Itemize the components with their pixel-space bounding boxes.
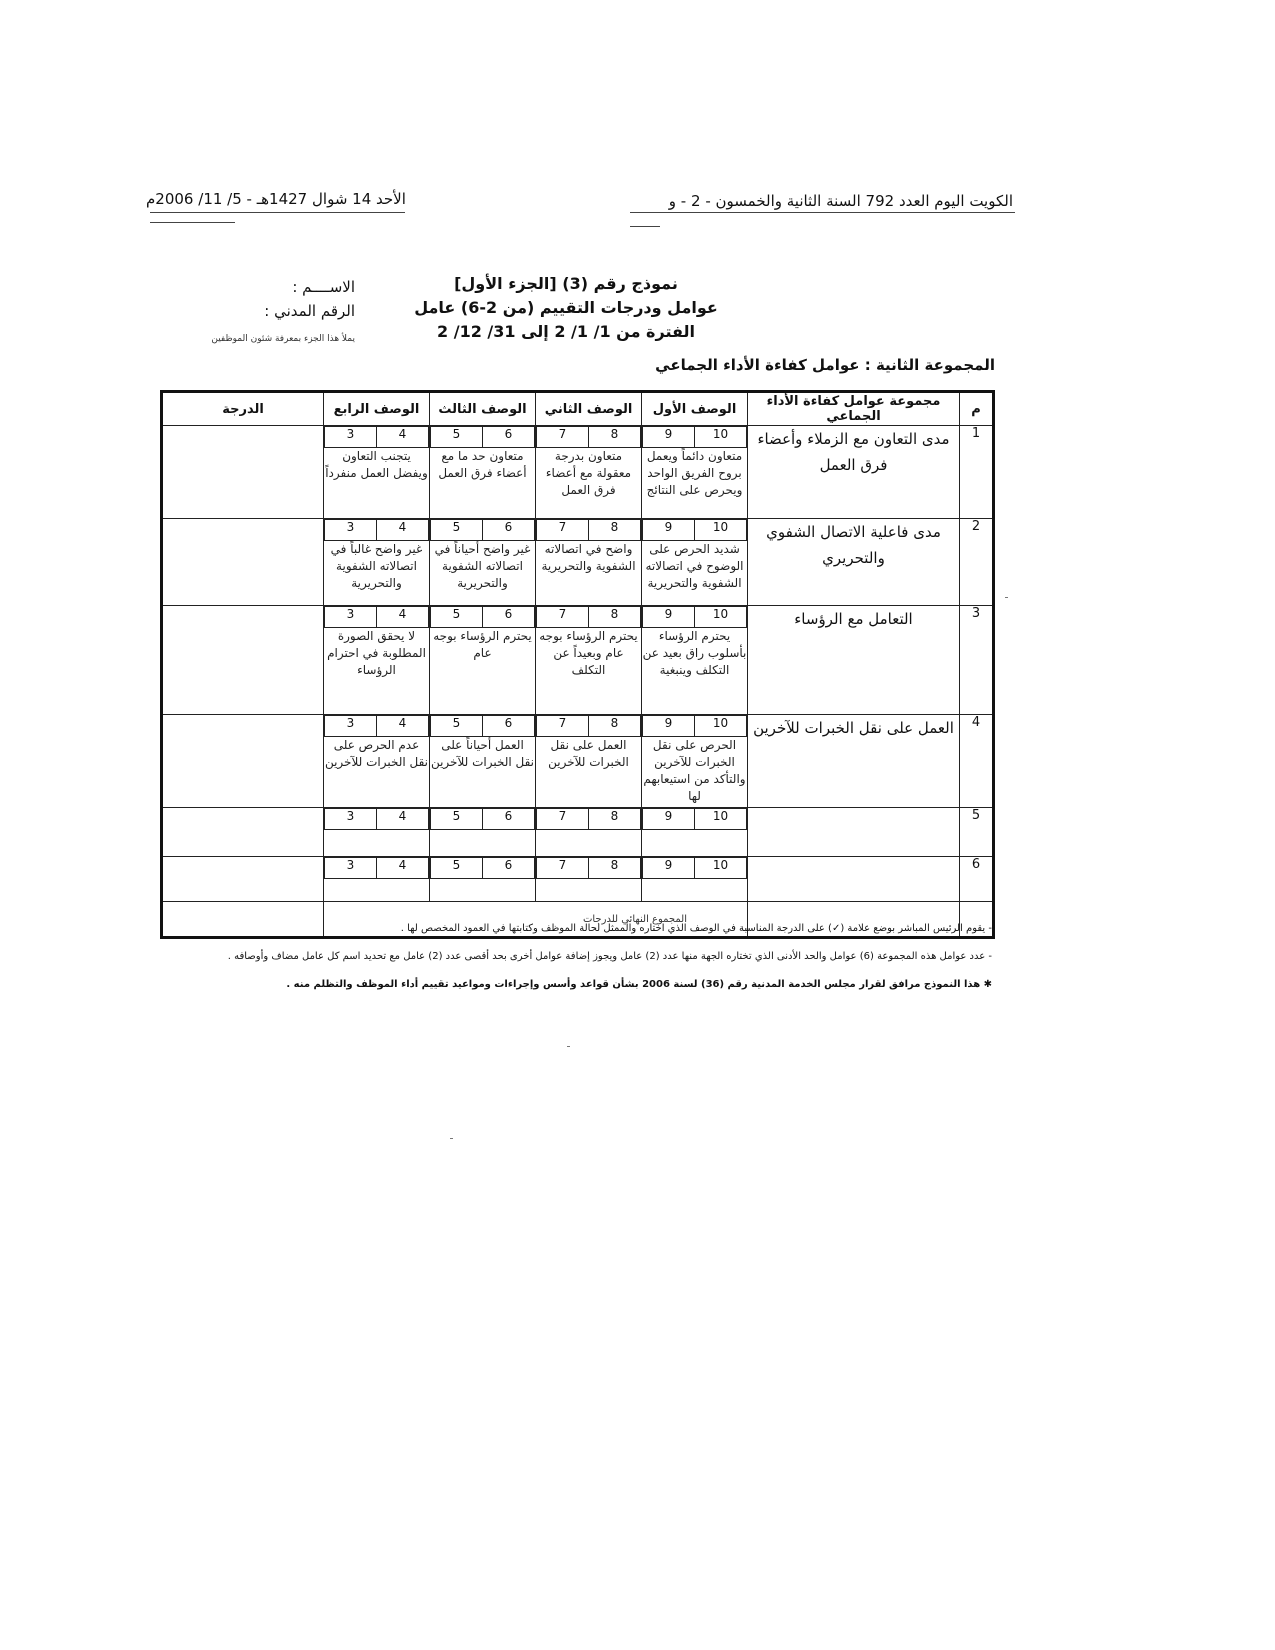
table-row <box>162 857 994 902</box>
header-desc4: الوصف الرابع <box>324 392 430 426</box>
scan-speck <box>567 1046 570 1047</box>
desc-text-row <box>325 628 429 715</box>
factor-name: العمل على نقل الخبرات للآخرين <box>748 715 960 808</box>
description-text <box>537 879 641 902</box>
description-cell-1 <box>642 519 748 606</box>
total-label: المجموع النهائي للدرجات <box>324 902 748 938</box>
score-option[interactable]: 10 <box>695 858 747 879</box>
desc-text-row <box>325 448 429 519</box>
table-row <box>162 715 994 808</box>
desc-text-row <box>431 879 535 902</box>
header-rule-short-right <box>630 226 660 227</box>
table-row <box>162 519 994 606</box>
score-option[interactable]: 4 <box>377 858 429 879</box>
description-text: يحترم الرؤساء بأسلوب راق بعيد عن التكلف وينبغية <box>642 629 747 677</box>
score-pair-row <box>325 716 429 737</box>
description-cell-3 <box>430 426 536 519</box>
desc-text-row <box>643 879 747 902</box>
score-pair-row <box>643 607 747 628</box>
score-option[interactable]: 9 <box>643 809 695 830</box>
description-cell-3 <box>430 715 536 808</box>
description-text: لا يحقق الصورة المطلوبة في احترام الرؤساء <box>327 629 426 677</box>
description-cell-1 <box>642 606 748 715</box>
desc-text-row <box>537 879 641 902</box>
description-cell-2 <box>536 857 642 902</box>
table-row <box>162 808 994 857</box>
factor-name: التعامل مع الرؤساء <box>748 606 960 715</box>
desc-text-row <box>325 830 429 857</box>
score-option[interactable]: 10 <box>695 607 747 628</box>
score-option[interactable]: 5 <box>431 427 483 448</box>
description-cell-4 <box>324 606 430 715</box>
score-subtable <box>536 519 641 605</box>
desc-text-row <box>431 830 535 857</box>
form-subtitle: عوامل ودرجات التقييم (من 2-6) عامل <box>414 298 718 317</box>
score-option[interactable]: 5 <box>431 858 483 879</box>
description-cell-4 <box>324 519 430 606</box>
description-text: متعاون حد ما مع أعضاء فرق العمل <box>438 449 527 480</box>
score-pair-row <box>537 427 641 448</box>
row-number: 5 <box>960 808 994 857</box>
row-number: 4 <box>960 715 994 808</box>
score-option[interactable]: 6 <box>483 427 535 448</box>
description-cell-1 <box>642 808 748 857</box>
score-option[interactable]: 8 <box>589 607 641 628</box>
score-subtable <box>642 519 747 605</box>
description-text: العمل على نقل الخبرات للآخرين <box>548 738 629 769</box>
desc-text-row <box>431 737 535 808</box>
scan-speck <box>450 1138 453 1139</box>
footnote-3: ✱ هذا النموذج مرافق لقرار مجلس الخدمة المدنية رقم (36) لسنة 2006 بشأن قواعد وأسس وإجراءات ومواعيد تقييم أداء الموظف والتظلم منه . <box>286 979 992 990</box>
score-subtable <box>430 519 535 605</box>
score-option[interactable]: 6 <box>483 716 535 737</box>
score-pair-row <box>537 716 641 737</box>
score-subtable <box>430 426 535 518</box>
score-entry-cell[interactable] <box>162 426 324 519</box>
description-text <box>325 879 429 902</box>
score-subtable <box>430 715 535 807</box>
description-text: غير واضح غالباً في اتصالاته الشفوية والتحريرية <box>330 542 423 590</box>
factor-name <box>748 857 960 902</box>
score-subtable <box>642 715 747 807</box>
score-pair-row <box>643 809 747 830</box>
desc-text-row <box>537 737 641 808</box>
score-option[interactable]: 5 <box>431 607 483 628</box>
score-subtable <box>642 426 747 518</box>
form-title: نموذج رقم (3) [الجزء الأول] <box>454 274 678 293</box>
description-cell-4 <box>324 808 430 857</box>
description-text: يحترم الرؤساء بوجه عام <box>433 629 532 660</box>
score-option[interactable]: 6 <box>483 809 535 830</box>
score-subtable <box>642 606 747 714</box>
score-entry-cell[interactable] <box>162 519 324 606</box>
desc-text-row <box>643 628 747 715</box>
score-pair-row <box>325 520 429 541</box>
score-subtable <box>324 606 429 714</box>
score-option[interactable]: 8 <box>589 427 641 448</box>
header-desc1: الوصف الأول <box>642 392 748 426</box>
score-option[interactable]: 8 <box>589 520 641 541</box>
score-option[interactable]: 7 <box>537 858 589 879</box>
score-subtable <box>536 426 641 518</box>
group-title: المجموعة الثانية : عوامل كفاءة الأداء الجماعي <box>655 356 995 374</box>
score-subtable <box>324 426 429 518</box>
description-cell-2 <box>536 606 642 715</box>
footnote-1: - يقوم الرئيس المباشر بوضع علامة (✓) على الدرجة المناسبة في الوصف الذي اختاره والممثل لحالة الموظف وكتابتها في العمود المخصص لها . <box>400 923 992 934</box>
description-cell-1 <box>642 426 748 519</box>
score-option[interactable]: 3 <box>325 716 377 737</box>
score-subtable <box>642 808 747 856</box>
description-cell-3 <box>430 808 536 857</box>
score-subtable <box>536 857 641 901</box>
factor-name <box>748 808 960 857</box>
desc-text-row <box>537 628 641 715</box>
score-option[interactable]: 9 <box>643 427 695 448</box>
description-text: واضح في اتصالاته الشفوية والتحريرية <box>541 542 636 573</box>
description-cell-1 <box>642 715 748 808</box>
score-entry-cell[interactable] <box>162 715 324 808</box>
description-cell-2 <box>536 808 642 857</box>
score-subtable <box>324 519 429 605</box>
score-pair-row <box>325 858 429 879</box>
score-pair-row <box>431 716 535 737</box>
desc-text-row <box>537 541 641 606</box>
table-header-row <box>162 392 994 426</box>
score-pair-row <box>431 809 535 830</box>
score-option[interactable]: 4 <box>377 716 429 737</box>
row-number: 1 <box>960 426 994 519</box>
score-option[interactable]: 4 <box>377 520 429 541</box>
score-option[interactable]: 6 <box>483 858 535 879</box>
header-rule-short-left <box>150 222 235 223</box>
table-row <box>162 426 994 519</box>
description-text: غير واضح أحياناً في اتصالاته الشفوية والتحريرية <box>434 542 531 590</box>
score-pair-row <box>325 607 429 628</box>
header-desc2: الوصف الثاني <box>536 392 642 426</box>
header-score: الدرجة <box>162 392 324 426</box>
score-option[interactable]: 8 <box>589 716 641 737</box>
description-text: الحرص على نقل الخبرات للآخرين والتأكد من استيعابهم لها <box>643 738 746 803</box>
score-option[interactable]: 7 <box>537 809 589 830</box>
score-option[interactable]: 6 <box>483 607 535 628</box>
description-text: متعاون دائماً ويعمل بروح الفريق الواحد ويحرص على النتائج <box>646 449 743 497</box>
description-text <box>325 830 429 857</box>
header-left: الأحد 14 شوال 1427هـ - 5/ 11/ 2006م <box>146 190 406 208</box>
score-pair-row <box>537 858 641 879</box>
score-option[interactable]: 3 <box>325 858 377 879</box>
description-cell-3 <box>430 857 536 902</box>
score-subtable <box>324 715 429 807</box>
score-option[interactable]: 7 <box>537 607 589 628</box>
score-entry-cell[interactable] <box>162 857 324 902</box>
score-pair-row <box>537 520 641 541</box>
table-row <box>162 606 994 715</box>
description-cell-3 <box>430 606 536 715</box>
desc-text-row <box>643 830 747 857</box>
score-option[interactable]: 5 <box>431 809 483 830</box>
score-entry-cell[interactable] <box>162 606 324 715</box>
factor-name: مدى التعاون مع الزملاء وأعضاء فرق العمل <box>748 426 960 519</box>
score-pair-row <box>431 427 535 448</box>
header-desc3: الوصف الثالث <box>430 392 536 426</box>
score-option[interactable]: 7 <box>537 520 589 541</box>
score-pair-row <box>431 607 535 628</box>
score-entry-cell[interactable] <box>162 808 324 857</box>
factor-name: مدى فاعلية الاتصال الشفوي والتحريري <box>748 519 960 606</box>
footnote-2: - عدد عوامل هذه المجموعة (6) عوامل والحد الأدنى الذي تختاره الجهة منها عدد (2) عامل ويجوز إضافة عوامل أخرى بحد أقصى عدد (2) عامل مع تحديد اسم كل عامل مضاف وأوصافه . <box>227 951 992 962</box>
header-factors: مجموعة عوامل كفاءة الأداء الجماعي <box>748 392 960 426</box>
description-text <box>431 830 535 857</box>
description-cell-2 <box>536 426 642 519</box>
score-subtable <box>536 808 641 856</box>
description-text: عدم الحرص على نقل الخبرات للآخرين <box>324 738 429 769</box>
score-option[interactable]: 4 <box>377 427 429 448</box>
score-pair-row <box>643 716 747 737</box>
header-rule-left <box>150 212 405 213</box>
description-cell-3 <box>430 519 536 606</box>
score-option[interactable]: 10 <box>695 520 747 541</box>
description-cell-2 <box>536 519 642 606</box>
total-score-cell[interactable] <box>162 902 324 938</box>
desc-text-row <box>537 448 641 519</box>
score-option[interactable]: 10 <box>695 427 747 448</box>
score-option[interactable]: 9 <box>643 607 695 628</box>
description-text <box>537 830 641 857</box>
score-option[interactable]: 9 <box>643 858 695 879</box>
score-option[interactable]: 5 <box>431 520 483 541</box>
score-pair-row <box>643 858 747 879</box>
score-option[interactable]: 7 <box>537 716 589 737</box>
desc-text-row <box>325 879 429 902</box>
description-text: متعاون بدرجة معقولة مع أعضاء فرق العمل <box>545 449 632 497</box>
desc-text-row <box>325 541 429 606</box>
score-subtable <box>324 857 429 901</box>
score-subtable <box>430 808 535 856</box>
description-cell-4 <box>324 715 430 808</box>
score-subtable <box>324 808 429 856</box>
header-num: م <box>960 392 994 426</box>
row-number: 6 <box>960 857 994 902</box>
description-text: يحترم الرؤساء بوجه عام وبعيداً عن التكلف <box>539 629 638 677</box>
description-text: يتجنب التعاون ويفضل العمل منفرداً <box>325 449 428 480</box>
score-option[interactable]: 10 <box>695 809 747 830</box>
description-text <box>643 879 747 902</box>
description-text <box>431 879 535 902</box>
form-title-block <box>386 272 746 344</box>
civil-id-label: الرقم المدني : <box>264 302 355 320</box>
desc-text-row <box>431 628 535 715</box>
description-text: شديد الحرص على الوضوح في اتصالاته الشفوية والتحريرية <box>645 542 744 590</box>
name-label: الاســــم : <box>292 278 355 296</box>
score-pair-row <box>537 809 641 830</box>
score-option[interactable]: 10 <box>695 716 747 737</box>
score-option[interactable]: 9 <box>643 716 695 737</box>
description-text: العمل أحياناً على نقل الخبرات للآخرين <box>430 738 535 769</box>
header-right: الكويت اليوم العدد 792 السنة الثانية والخمسون - 2 - و <box>668 192 1013 210</box>
row-number: 2 <box>960 519 994 606</box>
score-pair-row <box>431 520 535 541</box>
evaluation-table <box>160 390 995 939</box>
score-subtable <box>536 606 641 714</box>
desc-text-row <box>643 737 747 808</box>
score-pair-row <box>643 427 747 448</box>
score-pair-row <box>537 607 641 628</box>
description-cell-2 <box>536 715 642 808</box>
score-option[interactable]: 6 <box>483 520 535 541</box>
score-subtable <box>430 606 535 714</box>
score-subtable <box>642 857 747 901</box>
score-pair-row <box>325 427 429 448</box>
score-option[interactable]: 3 <box>325 607 377 628</box>
score-option[interactable]: 3 <box>325 427 377 448</box>
score-option[interactable]: 3 <box>325 520 377 541</box>
score-option[interactable]: 8 <box>589 858 641 879</box>
score-pair-row <box>325 809 429 830</box>
score-option[interactable]: 9 <box>643 520 695 541</box>
score-option[interactable]: 8 <box>589 809 641 830</box>
score-option[interactable]: 4 <box>377 809 429 830</box>
score-subtable <box>536 715 641 807</box>
desc-text-row <box>537 830 641 857</box>
score-pair-row <box>643 520 747 541</box>
scan-speck <box>1005 597 1008 598</box>
desc-text-row <box>431 541 535 606</box>
desc-text-row <box>431 448 535 519</box>
score-option[interactable]: 5 <box>431 716 483 737</box>
desc-text-row <box>325 737 429 808</box>
score-option[interactable]: 3 <box>325 809 377 830</box>
score-option[interactable]: 4 <box>377 607 429 628</box>
header-rule-right <box>630 212 1015 213</box>
fill-note: يملأ هذا الجزء بمعرفة شئون الموظفين <box>211 334 355 344</box>
row-number: 3 <box>960 606 994 715</box>
desc-text-row <box>643 541 747 606</box>
score-pair-row <box>431 858 535 879</box>
description-text <box>643 830 747 857</box>
description-cell-4 <box>324 857 430 902</box>
score-subtable <box>430 857 535 901</box>
description-cell-1 <box>642 857 748 902</box>
score-option[interactable]: 7 <box>537 427 589 448</box>
desc-text-row <box>643 448 747 519</box>
description-cell-4 <box>324 426 430 519</box>
form-period: الفترة من 1/ 1/ 2 إلى 31/ 12/ 2 <box>437 322 695 341</box>
